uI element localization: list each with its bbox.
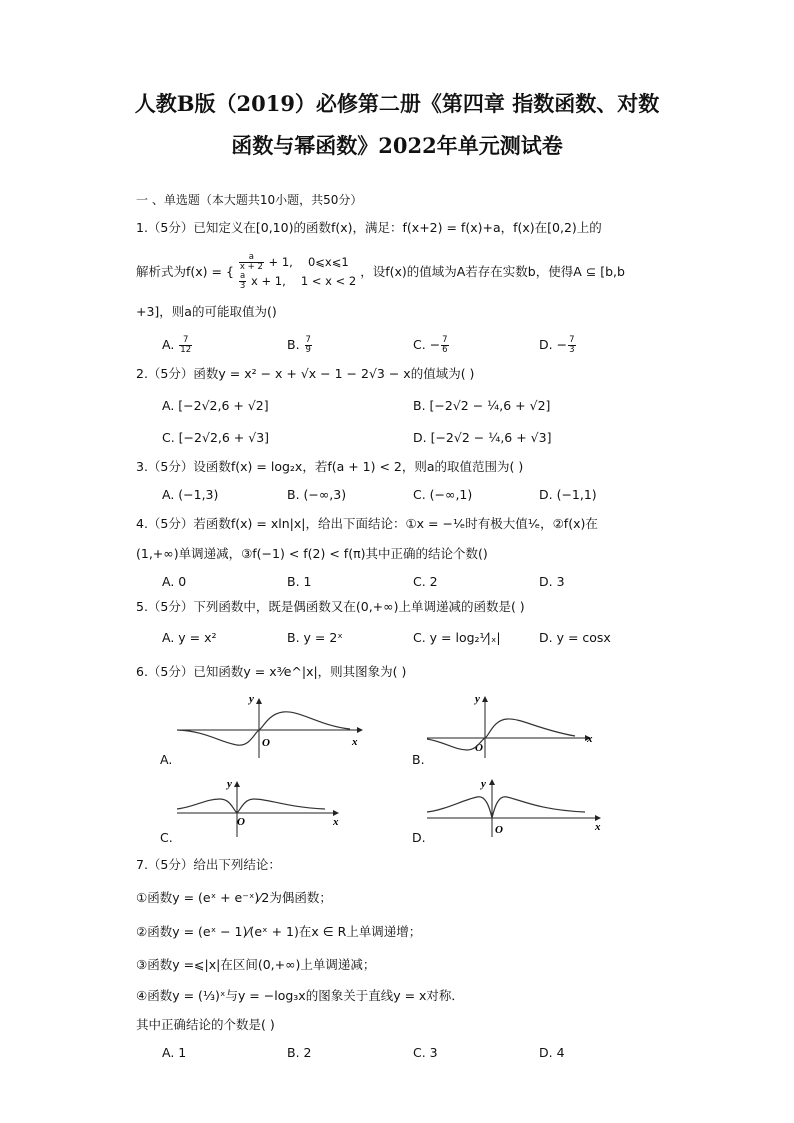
q7-option-b[interactable]: B. 2 [287,1045,312,1060]
q1-option-c-num: 7 [442,335,448,345]
q6-graph-d[interactable] [425,775,625,840]
q1-line2-prefix: 解析式为f(x) = { [136,264,234,279]
q1-option-b-frac [305,336,312,355]
q7-option-c[interactable]: C. 3 [413,1045,438,1060]
q1-option-c-label: C. [413,337,426,352]
q7-option-d[interactable]: D. 4 [539,1045,565,1060]
q2-option-c[interactable]: C. [−2√2,6 + √3] [162,430,270,445]
doc-title-line2: 函数与幂函数》2022年单元测试卷 [231,133,563,158]
q4-option-d[interactable]: D. 3 [539,574,565,589]
q5-line: 5.（5分）下列函数中，既是偶函数又在(0,+∞)上单调递减的函数是( ) [136,599,525,614]
q6-graph-d-y-label: y [481,778,486,790]
q1-line2-suffix: ，设f(x)的值域为A若存在实数b，使得A ⊆ [b,b [360,264,625,279]
q4-line1: 4.（5分）若函数f(x) = xln|x|，给出下面结论：①x = −¹⁄ₑ时有极大值¹⁄ₑ，②f(x)在 [136,516,598,531]
q6-graph-d-origin: O [495,824,503,836]
q6-graph-b-origin: O [475,742,483,754]
q5-option-c[interactable]: C. y = log₂¹⁄|ₓ| [413,630,501,645]
q6-graph-a-x-label: x [352,736,358,748]
q1-option-c-den: 6 [442,345,448,355]
q6-graph-a-origin: O [262,737,270,749]
q1-option-a-label: A. [162,337,175,352]
q6-graph-a[interactable] [175,690,375,760]
q1-option-a[interactable] [162,336,193,355]
section-heading: 一 、单选题（本大题共10小题，共50分） [136,193,363,207]
q1-option-b[interactable] [287,336,313,355]
q1-piece1-rest: + 1, 0⩽x⩽1 [268,255,349,269]
q7-item-1: ①函数y = (eˣ + e⁻ˣ)⁄2为偶函数； [136,890,332,905]
q1-option-a-den: 12 [180,345,192,355]
q1-option-b-den: 9 [305,345,311,355]
q6-graph-c[interactable] [175,775,375,840]
q1-option-a-num: 7 [179,336,192,346]
q1-piece1 [238,253,356,272]
q3-line: 3.（5分）设函数f(x) = log₂x，若f(a + 1) < 2，则a的取值范围为( ) [136,459,524,474]
q7-option-a[interactable]: A. 1 [162,1045,187,1060]
q1-option-b-label: B. [287,337,300,352]
q4-option-b[interactable]: B. 1 [287,574,312,589]
doc-title-line1: 人教B版（2019）必修第二册《第四章 指数函数、对数 [134,91,660,116]
q1-piece2 [238,272,356,291]
q1-piece1-num: a [239,253,264,263]
q1-option-c-sign: − [429,337,441,352]
q1-option-a-frac [179,336,192,355]
q2-line: 2.（5分）函数y = x² − x + √x − 1 − 2√3 − x的值域为( ) [136,366,475,381]
q1-piece2-num: a [240,271,246,281]
q1-option-d-num: 7 [569,335,575,345]
q6-option-c[interactable]: C. [160,830,173,845]
q6-graph-d-x-label: x [595,821,601,833]
q1-piece2-den: 3 [239,281,246,291]
q6-graph-c-origin: O [237,816,245,828]
q1-piece2-frac [239,272,246,291]
q6-graph-c-x-label: x [333,816,339,828]
q6-graph-c-y-label: y [227,778,232,790]
q6-graph-b-y-label: y [475,693,480,705]
q7-item-3: ③函数y =⩽|x|在区间(0,+∞)上单调递减； [136,957,376,972]
q1-line2 [136,253,625,289]
q1-line3: +3]，则a的可能取值为() [136,304,277,319]
q2-option-d[interactable]: D. [−2√2 − ¼,6 + √3] [413,430,552,445]
q1-option-d-sign: − [556,337,568,352]
q1-option-c-frac [441,336,448,355]
q4-option-c[interactable]: C. 2 [413,574,438,589]
q2-option-a[interactable]: A. [−2√2,6 + √2] [162,398,269,413]
q6-option-a[interactable]: A. [160,752,173,767]
q1-piecewise [238,253,356,291]
q1-option-d-label: D. [539,337,553,352]
q4-line2: (1,+∞)单调递减，③f(−1) < f(2) < f(π)其中正确的结论个数() [136,546,488,561]
q1-option-d-frac [568,336,575,355]
q6-line: 6.（5分）已知函数y = x³⁄e^|x|，则其图象为( ) [136,664,407,679]
q2-option-b[interactable]: B. [−2√2 − ¼,6 + √2] [413,398,551,413]
q3-option-b[interactable]: B. (−∞,3) [287,487,347,502]
q1-piece1-den: x + 2 [239,262,263,272]
q4-option-a[interactable]: A. 0 [162,574,187,589]
q3-option-a[interactable]: A. (−1,3) [162,487,219,502]
q7-item-2: ②函数y = (eˣ − 1)⁄(eˣ + 1)在x ∈ R上单调递增； [136,924,422,939]
q7-question: 其中正确结论的个数是( ) [136,1017,275,1032]
q7-line: 7.（5分）给出下列结论： [136,857,281,872]
q1-option-b-num: 7 [305,335,311,345]
q6-graph-b-x-label: x [587,733,593,745]
q6-option-d[interactable]: D. [412,830,426,845]
q5-option-a[interactable]: A. y = x² [162,630,217,645]
q5-option-d[interactable]: D. y = cosx [539,630,611,645]
q7-item-4: ④函数y = (⅓)ˣ与y = −log₃x的图象关于直线y = x对称． [136,988,464,1003]
q6-option-b[interactable]: B. [412,752,425,767]
q1-option-c[interactable] [413,336,450,355]
q1-option-d-den: 3 [569,345,575,355]
q6-graph-a-y-label: y [249,693,254,705]
q1-piece2-rest: x + 1, 1 < x < 2 [251,274,357,288]
q3-option-d[interactable]: D. (−1,1) [539,487,597,502]
q1-piece1-frac [239,253,264,272]
q1-option-d[interactable] [539,336,577,355]
q6-graph-b[interactable] [425,690,625,760]
q5-option-b[interactable]: B. y = 2ˣ [287,630,343,645]
q1-line1: 1.（5分）已知定义在[0,10)的函数f(x)，满足：f(x+2) = f(x)+a，f(x)在[0,2)上的 [136,220,602,235]
q3-option-c[interactable]: C. (−∞,1) [413,487,473,502]
